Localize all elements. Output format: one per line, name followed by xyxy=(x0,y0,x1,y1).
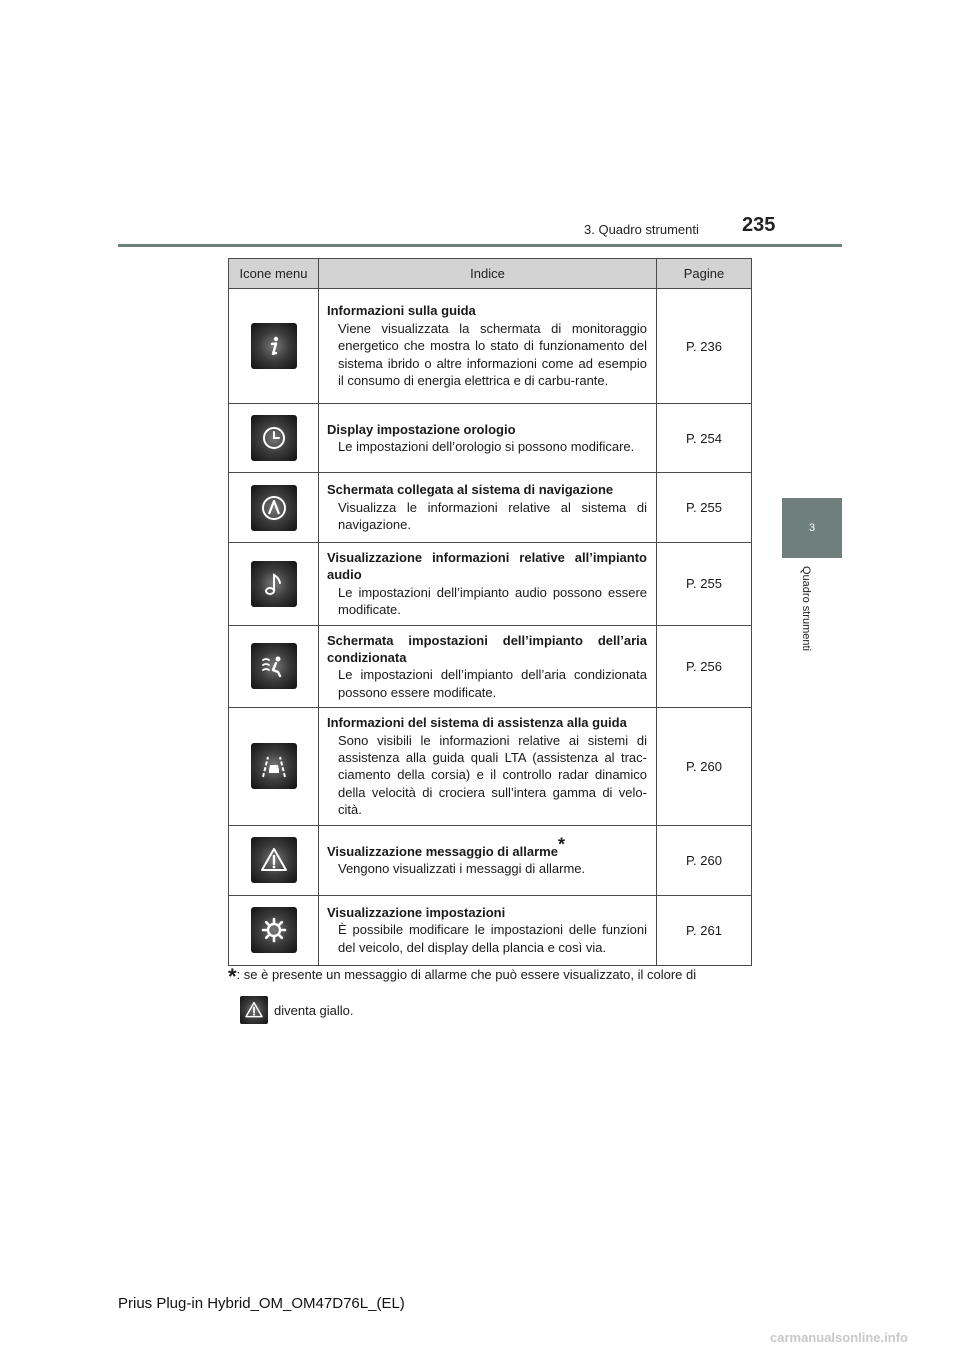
row-description: Vengono visualizzati i messaggi di allarme. xyxy=(338,861,586,877)
header-divider xyxy=(118,244,842,247)
gear-icon xyxy=(251,907,297,953)
page-reference: P. 260 xyxy=(657,708,752,825)
table-row xyxy=(229,895,752,965)
warning-triangle-icon xyxy=(240,996,268,1024)
table-row xyxy=(229,708,752,825)
footnote-continuation xyxy=(240,996,354,1024)
chapter-label: Quadro strumenti xyxy=(800,566,812,651)
table-row xyxy=(229,404,752,473)
footnote-text-end: diventa giallo. xyxy=(274,1002,354,1018)
information-icon xyxy=(251,323,297,369)
music-note-icon xyxy=(251,561,297,607)
row-description: Le impostazioni dell’impianto dell’aria condizionata possono essere modificate. xyxy=(338,667,647,700)
row-title: Schermata collegata al sistema di navigazione xyxy=(327,482,614,498)
column-header-icons: Icone menu xyxy=(229,259,319,289)
footnote-text: : se è presente un messaggio di allarme che può essere visualizzato, il colore di xyxy=(236,967,697,982)
page-reference: P. 261 xyxy=(657,895,752,965)
table-row xyxy=(229,473,752,543)
row-description: Le impostazioni dell’impianto audio possono essere modificate. xyxy=(338,584,647,618)
table-row xyxy=(229,289,752,404)
page-reference: P. 256 xyxy=(657,625,752,708)
section-title: 3. Quadro strumenti xyxy=(584,222,699,237)
row-title: Visualizzazione impostazioni xyxy=(327,905,506,921)
table-row xyxy=(229,543,752,626)
table-row xyxy=(229,825,752,895)
page-reference: P. 260 xyxy=(657,825,752,895)
page-reference: P. 255 xyxy=(657,543,752,626)
column-header-pages: Pagine xyxy=(657,259,752,289)
clock-icon xyxy=(251,415,297,461)
air-conditioning-icon xyxy=(251,643,297,689)
footnote-mark: * xyxy=(228,964,237,989)
chapter-tab xyxy=(782,498,842,558)
footnote-mark: * xyxy=(557,834,565,855)
page-reference: P. 255 xyxy=(657,473,752,543)
warning-triangle-icon xyxy=(251,837,297,883)
column-header-index: Indice xyxy=(319,259,657,289)
page-reference: P. 236 xyxy=(657,289,752,404)
table-header-row xyxy=(229,259,752,289)
row-description: Sono visibili le informazioni relative ai sistemi di assistenza alla guida quali LTA (assistenza al trac-ciamento della corsia) e il controllo radar dinamico della velocità di crociera sull’intera gamma di velo-cità. xyxy=(338,732,647,818)
table-row xyxy=(229,625,752,708)
row-title: Informazioni sulla guida xyxy=(327,303,476,319)
chapter-number: 3 xyxy=(808,522,816,534)
manual-model-code: Prius Plug-in Hybrid_OM_OM47D76L_(EL) xyxy=(118,1295,405,1312)
row-title: Visualizzazione informazioni relative all’impianto audio xyxy=(327,550,647,583)
row-description: Visualizza le informazioni relative al sistema di navigazione. xyxy=(338,499,647,533)
row-title: Visualizzazione messaggio di allarme* xyxy=(327,834,565,859)
driving-assist-icon xyxy=(251,743,297,789)
footnote xyxy=(228,964,744,989)
watermark: carmanualsonline.info xyxy=(770,1330,908,1345)
row-title: Schermata impostazioni dell’impianto dell’aria condizionata xyxy=(327,632,647,666)
navigation-arrow-icon xyxy=(251,485,297,531)
row-description: Viene visualizzata la schermata di monitoraggio energetico che mostra lo stato di funzionamento del sistema ibrido o altre informazioni come ad esempio il consumo di energia elettrica e di carbu-rante. xyxy=(338,320,647,389)
menu-icons-table xyxy=(228,258,752,966)
row-title: Informazioni del sistema di assistenza alla guida xyxy=(327,715,627,731)
row-title: Display impostazione orologio xyxy=(327,421,516,437)
page-reference: P. 254 xyxy=(657,404,752,473)
row-description: Le impostazioni dell’orologio si possono modificare. xyxy=(338,439,635,454)
page-number: 235 xyxy=(742,214,776,236)
row-description: È possibile modificare le impostazioni delle funzioni del veicolo, del display della plancia e così via. xyxy=(338,922,647,955)
